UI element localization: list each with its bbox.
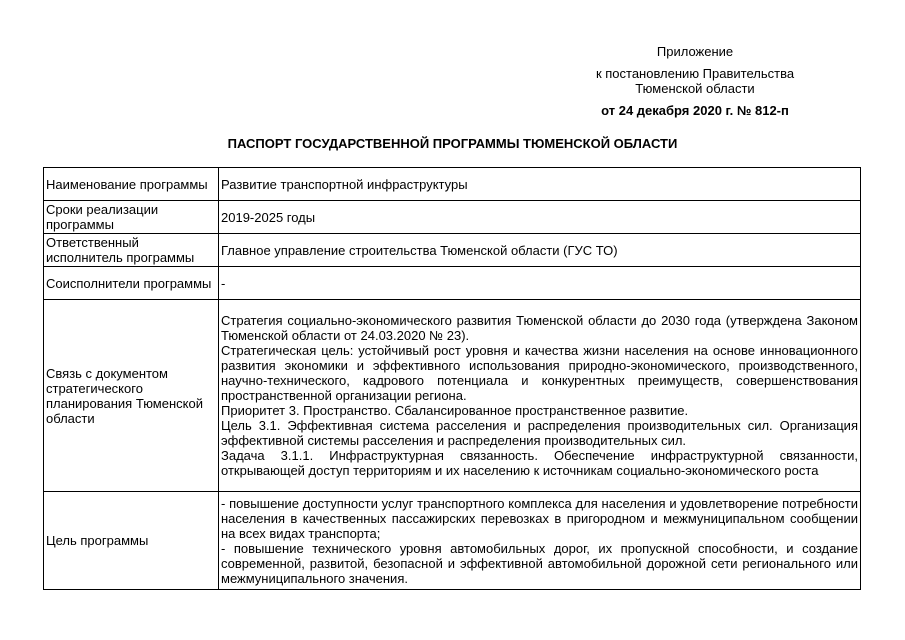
row-label-strategy-link: Связь с документом стратегического планирования Тюменской области <box>44 300 219 492</box>
row-label-period: Сроки реализации программы <box>44 201 219 234</box>
row-value-strategy-link <box>219 300 861 492</box>
row-value-responsible: Главное управление строительства Тюменской области (ГУС ТО) <box>219 234 861 267</box>
table-row <box>44 492 861 590</box>
row-value-period: 2019-2025 годы <box>219 201 861 234</box>
row-label-program-goal: Цель программы <box>44 492 219 590</box>
appendix-line-3: Тюменской области <box>635 81 755 96</box>
appendix-block <box>565 44 825 118</box>
strategy-paragraph: Стратегия социально-экономического развития Тюменской области до 2030 года (утверждена Законом Тюменской области от 24.03.2020 № 23). <box>221 313 858 343</box>
row-label-name: Наименование программы <box>44 168 219 201</box>
row-label-coexecutors: Соисполнители программы <box>44 267 219 300</box>
row-value-name: Развитие транспортной инфраструктуры <box>219 168 861 201</box>
table-row <box>44 168 861 201</box>
appendix-line-2: к постановлению Правительства <box>595 66 795 81</box>
table-row <box>44 201 861 234</box>
row-value-program-goal <box>219 492 861 590</box>
strategy-paragraph: Приоритет 3. Пространство. Сбалансированное пространственное развитие. <box>221 403 689 418</box>
goal-paragraph: - повышение доступности услуг транспортного комплекса для населения и удовлетворение потребности населения в качественных пассажирских перевозках в пригородном и межмуниципальном сообщении на всех видах транспорта; <box>221 495 858 541</box>
program-passport-table <box>43 167 861 590</box>
table-row <box>44 234 861 267</box>
table-row <box>44 267 861 300</box>
strategy-paragraph: Задача 3.1.1. Инфраструктурная связанность. Обеспечение инфраструктурной связанности, открывающей доступ территориям и их населению к источникам социально-экономического роста <box>221 448 858 478</box>
document-title: ПАСПОРТ ГОСУДАРСТВЕННОЙ ПРОГРАММЫ ТЮМЕНСКОЙ ОБЛАСТИ <box>227 136 678 151</box>
goal-paragraph: - повышение технического уровня автомобильных дорог, их пропускной способности, и создание современной, развитой, безопасной и эффективной автомобильной дорожной сети регионального или межмуниципального значения. <box>221 540 858 586</box>
row-label-responsible: Ответственный исполнитель программы <box>44 234 219 267</box>
row-value-coexecutors: - <box>219 267 861 300</box>
strategy-paragraph: Стратегическая цель: устойчивый рост уровня и качества жизни населения на основе инновационного развития экономики и эффективного использования природно-экономического, производственного, научно-технического, кадрового потенциала и конкурентных преимуществ, совершенствования пространственной организации региона. <box>221 343 858 403</box>
table-row <box>44 300 861 492</box>
strategy-paragraph: Цель 3.1. Эффективная система расселения и распределения производительных сил. Организация эффективной системы расселения и распределения производительных сил. <box>221 418 858 448</box>
appendix-line-1: Приложение <box>656 44 734 59</box>
appendix-decree-date: от 24 декабря 2020 г. № 812-п <box>601 103 789 118</box>
